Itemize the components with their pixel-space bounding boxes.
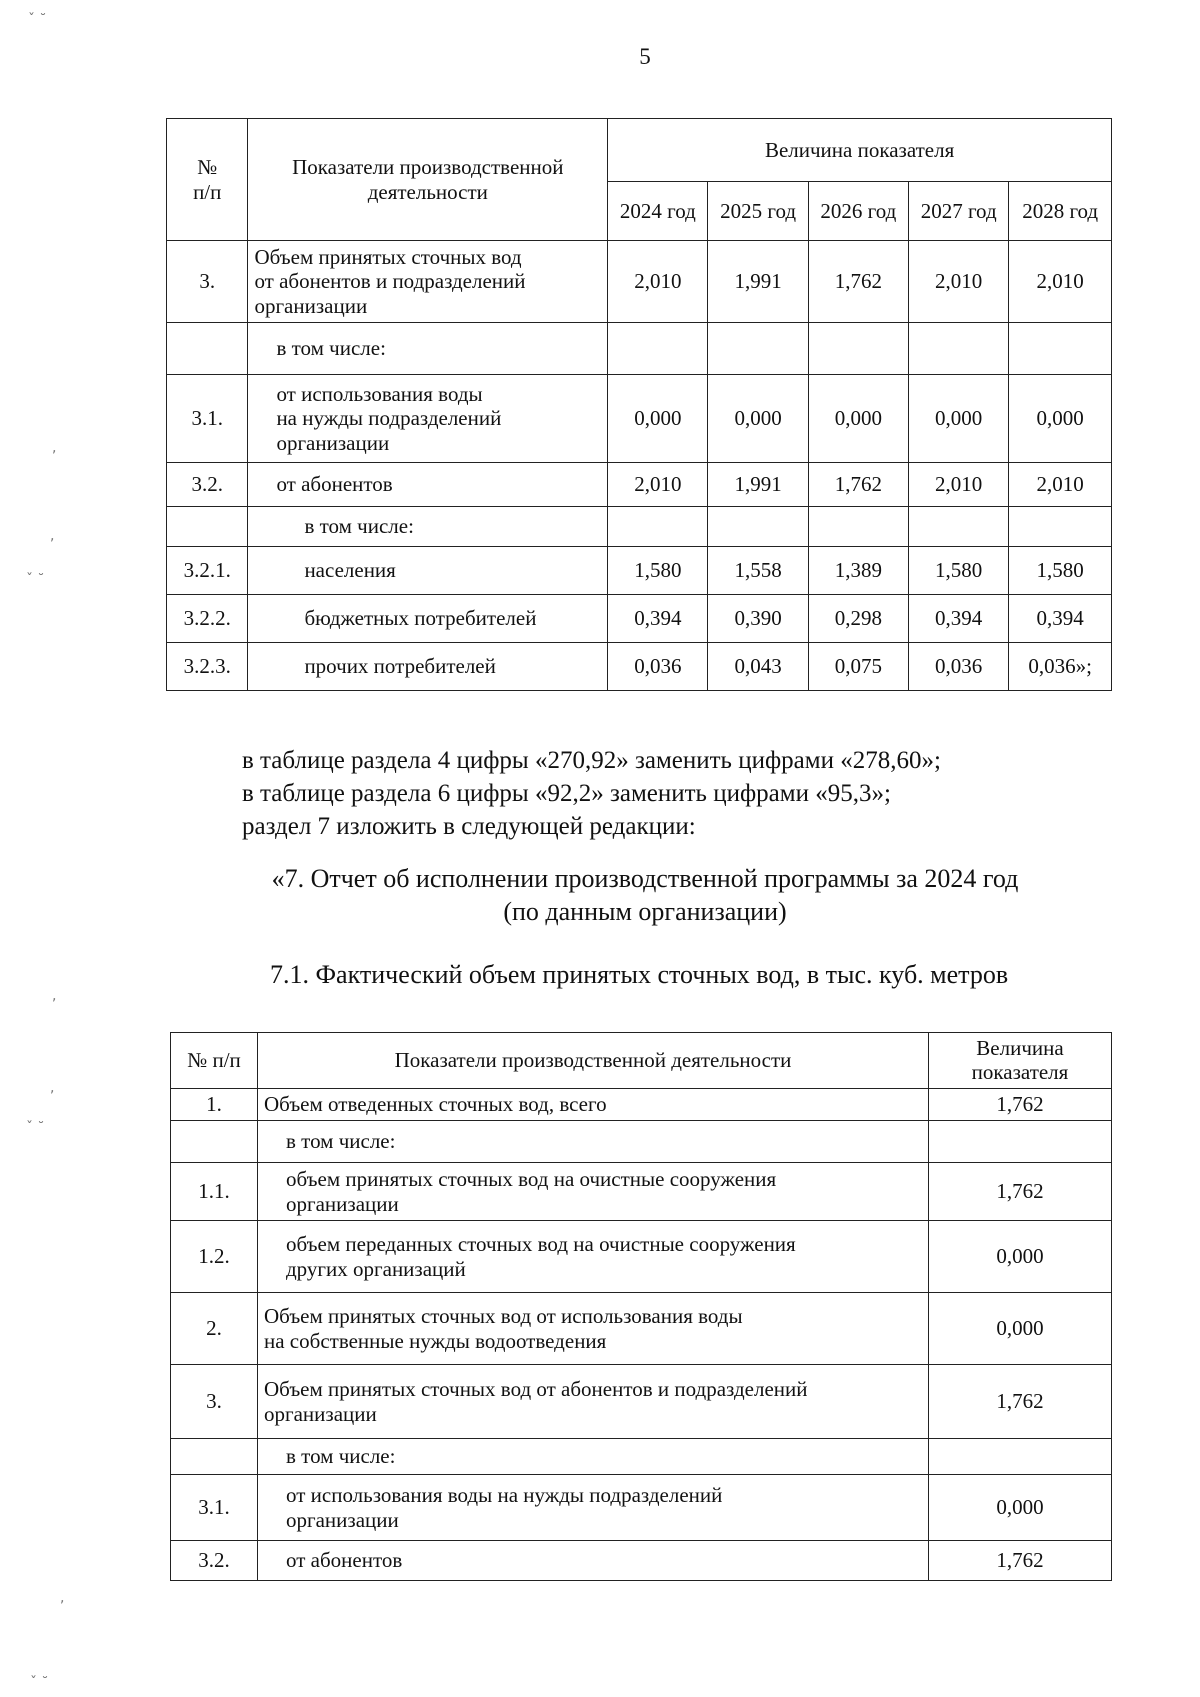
row-number [171, 1121, 258, 1163]
row-indicator: Объем отведенных сточных вод, всего [258, 1089, 929, 1121]
table-row [167, 507, 1112, 547]
table-row [167, 643, 1112, 691]
row-value [1009, 323, 1112, 375]
row-number: 3.2. [171, 1541, 258, 1581]
row-value [808, 323, 908, 375]
row-value: 2,010 [608, 463, 708, 507]
row-value: 0,394 [608, 595, 708, 643]
row-value [929, 1439, 1112, 1475]
scan-mark: , [50, 528, 55, 544]
table-row [171, 1089, 1112, 1121]
table-row [167, 323, 1112, 375]
header-year: 2026 год [808, 182, 908, 241]
row-number: 1.2. [171, 1221, 258, 1293]
row-value: 1,580 [1009, 547, 1112, 595]
row-value: 0,000 [929, 1221, 1112, 1293]
row-number: 2. [171, 1293, 258, 1365]
row-number [167, 323, 248, 375]
row-value: 0,000 [608, 375, 708, 463]
table-row [171, 1293, 1112, 1365]
row-value: 1,762 [929, 1089, 1112, 1121]
section-heading-line-2: (по данным организации) [503, 897, 787, 926]
row-indicator: Объем принятых сточных вод от абонентов и подразделений организации [258, 1365, 929, 1439]
row-value [909, 323, 1009, 375]
section-heading-line-1: «7. Отчет об исполнении производственной программы за 2024 год [271, 864, 1019, 893]
table-row [167, 547, 1112, 595]
row-value: 1,762 [808, 463, 908, 507]
header-indicator: Показатели производственной деятельности [248, 119, 608, 241]
table-row [171, 1121, 1112, 1163]
scan-mark: , [50, 1080, 55, 1096]
header-no: № п/п [171, 1033, 258, 1089]
row-value: 1,762 [929, 1541, 1112, 1581]
paragraph-1: в таблице раздела 4 цифры «270,92» заменить цифрами «278,60»; [242, 747, 941, 774]
scan-mark: ˇ ˘ [26, 572, 45, 588]
row-value: 0,000 [808, 375, 908, 463]
table-row [171, 1475, 1112, 1541]
row-value: 1,580 [608, 547, 708, 595]
row-number: 3. [167, 241, 248, 323]
table-row [167, 595, 1112, 643]
row-value [708, 507, 808, 547]
row-value: 1,389 [808, 547, 908, 595]
row-indicator: от использования воды на нужды подразделений организации [258, 1475, 929, 1541]
row-indicator: в том числе: [258, 1439, 929, 1475]
row-value: 1,580 [909, 547, 1009, 595]
row-indicator: объем переданных сточных вод на очистные сооружения других организаций [258, 1221, 929, 1293]
row-indicator: в том числе: [248, 323, 608, 375]
table-row [167, 241, 1112, 323]
row-number: 3.2.2. [167, 595, 248, 643]
row-value: 1,762 [929, 1163, 1112, 1221]
row-number: 1. [171, 1089, 258, 1121]
row-value: 0,036 [909, 643, 1009, 691]
row-value [608, 323, 708, 375]
row-value [808, 507, 908, 547]
row-indicator: прочих потребителей [248, 643, 608, 691]
row-value: 1,762 [808, 241, 908, 323]
row-indicator: бюджетных потребителей [248, 595, 608, 643]
paragraph-3: раздел 7 изложить в следующей редакции: [242, 813, 696, 840]
row-value: 0,000 [929, 1475, 1112, 1541]
row-value [929, 1121, 1112, 1163]
row-number: 3.2. [167, 463, 248, 507]
header-indicator: Показатели производственной деятельности [258, 1033, 929, 1089]
actual-volume-table [170, 1032, 1112, 1581]
row-value: 2,010 [1009, 241, 1112, 323]
header-year: 2027 год [909, 182, 1009, 241]
row-indicator: в том числе: [248, 507, 608, 547]
row-value: 1,991 [708, 241, 808, 323]
row-value: 1,558 [708, 547, 808, 595]
row-indicator: населения [248, 547, 608, 595]
row-indicator: от использования воды на нужды подразделений организации [248, 375, 608, 463]
header-value: Величина показателя [608, 119, 1112, 182]
row-number: 3.2.3. [167, 643, 248, 691]
table-row [171, 1221, 1112, 1293]
table-row [167, 375, 1112, 463]
header-year: 2024 год [608, 182, 708, 241]
row-indicator: от абонентов [248, 463, 608, 507]
row-value: 0,036 [608, 643, 708, 691]
row-number: 3.2.1. [167, 547, 248, 595]
row-number: 3. [171, 1365, 258, 1439]
header-value: Величина показателя [929, 1033, 1112, 1089]
table-row [171, 1439, 1112, 1475]
scan-mark: , [60, 1590, 65, 1606]
row-value [1009, 507, 1112, 547]
row-indicator: в том числе: [258, 1121, 929, 1163]
scan-mark: ˇ ˘ [30, 1675, 49, 1691]
table-row [171, 1163, 1112, 1221]
row-value: 0,000 [1009, 375, 1112, 463]
row-value: 0,000 [708, 375, 808, 463]
subsection-heading: 7.1. Фактический объем принятых сточных вод, в тыс. куб. метров [270, 960, 1009, 989]
row-number: 1.1. [171, 1163, 258, 1221]
row-value: 0,390 [708, 595, 808, 643]
row-value: 2,010 [909, 463, 1009, 507]
row-value: 2,010 [608, 241, 708, 323]
page-number: 5 [639, 44, 651, 69]
scan-mark: ˇ ˘ [28, 12, 47, 28]
row-value: 0,036»; [1009, 643, 1112, 691]
row-value: 0,075 [808, 643, 908, 691]
header-year: 2028 год [1009, 182, 1112, 241]
table-row [167, 463, 1112, 507]
row-value: 0,394 [909, 595, 1009, 643]
row-value: 1,762 [929, 1365, 1112, 1439]
scan-mark: , [52, 440, 57, 456]
table-row [171, 1365, 1112, 1439]
row-number: 3.1. [171, 1475, 258, 1541]
paragraph-2: в таблице раздела 6 цифры «92,2» заменить цифрами «95,3»; [242, 780, 891, 807]
row-indicator: Объем принятых сточных вод от использования воды на собственные нужды водоотведения [258, 1293, 929, 1365]
row-value: 0,298 [808, 595, 908, 643]
row-number [171, 1439, 258, 1475]
row-number: 3.1. [167, 375, 248, 463]
scan-mark: , [52, 988, 57, 1004]
row-value: 0,000 [929, 1293, 1112, 1365]
row-indicator: объем принятых сточных вод на очистные сооружения организации [258, 1163, 929, 1221]
row-indicator: от абонентов [258, 1541, 929, 1581]
row-value [608, 507, 708, 547]
row-value: 0,394 [1009, 595, 1112, 643]
row-value: 0,043 [708, 643, 808, 691]
row-number [167, 507, 248, 547]
scan-mark: ˇ ˘ [26, 1120, 45, 1136]
table-row [171, 1541, 1112, 1581]
forecast-table [166, 118, 1112, 691]
row-value [909, 507, 1009, 547]
row-value: 2,010 [1009, 463, 1112, 507]
header-no: № п/п [167, 119, 248, 241]
row-value [708, 323, 808, 375]
row-value: 2,010 [909, 241, 1009, 323]
row-value: 1,991 [708, 463, 808, 507]
row-value: 0,000 [909, 375, 1009, 463]
header-year: 2025 год [708, 182, 808, 241]
row-indicator: Объем принятых сточных вод от абонентов и подразделений организации [248, 241, 608, 323]
